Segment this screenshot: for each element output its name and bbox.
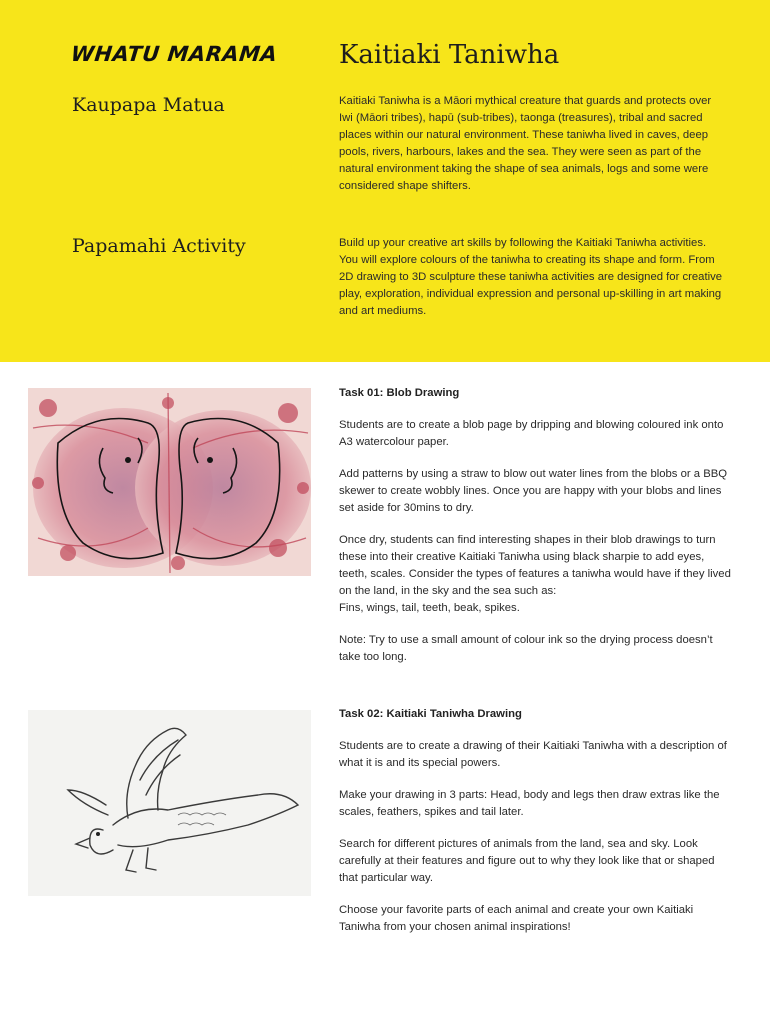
task-01-paragraph-4: Note: Try to use a small amount of colour ink so the drying process doesn’t take too long. [339, 634, 713, 663]
taniwha-pencil-drawing-image [28, 710, 311, 896]
task-01 [339, 385, 734, 681]
page-title: Kaitiaki Taniwha [339, 40, 560, 70]
papamahi-heading: Papamahi Activity [72, 235, 246, 257]
task-02-paragraph-1: Students are to create a drawing of their Kaitiaki Taniwha with a description of what it is and its special powers. [339, 740, 727, 769]
papamahi-text: Build up your creative art skills by following the Kaitiaki Taniwha activities. You will explore colours of the taniwha to creating its shape and form. From 2D drawing to 3D sculpture these taniwha activities are designed for creative play, exploration, individual expression and personal up-skilling in art making and art mediums. [339, 237, 723, 317]
task-02-paragraph-4: Choose your favorite parts of each animal and create your own Kaitiaki Taniwha from your chosen animal inspirations! [339, 904, 694, 933]
blob-drawing-image [28, 388, 311, 576]
task-01-title: Task 01: Blob Drawing [339, 387, 460, 399]
task-02-title: Task 02: Kaitiaki Taniwha Drawing [339, 708, 522, 720]
kaupapa-heading: Kaupapa Matua [72, 94, 225, 116]
blob-drawing-artwork [28, 388, 311, 576]
task-01-paragraph-1: Students are to create a blob page by dripping and blowing coloured ink onto A3 watercolour paper. [339, 419, 724, 448]
brand-logo: WHATU MARAMA [69, 42, 279, 66]
task-02-paragraph-3: Search for different pictures of animals from the land, sea and sky. Look carefully at their features and figure out to why they look like that or shaped that particular way. [339, 838, 715, 884]
task-01-paragraph-3: Once dry, students can find interesting shapes in their blob drawings to turn these into their creative Kaitiaki Taniwha using black sharpie to add eyes, teeth, scales. Consider the types of features a taniwha would have if they lived on the land, in the sky and the sea such as: Fins, wings, tail, teeth, beak, spikes. [339, 534, 731, 614]
task-02-paragraph-2: Make your drawing in 3 parts: Head, body and legs then draw extras like the scales, feathers, spikes and tail later. [339, 789, 720, 818]
task-01-paragraph-2: Add patterns by using a straw to blow out water lines from the blobs or a BBQ skewer to create wobbly lines. Once you are happy with your blobs and lines set aside for 30mins to dry. [339, 468, 728, 514]
taniwha-pencil-artwork [28, 710, 311, 896]
task-02 [339, 706, 734, 951]
kaupapa-text: Kaitiaki Taniwha is a Māori mythical creature that guards and protects over Iwi (Māori tribes), hapū (sub-tribes), taonga (treasures), tribal and sacred places within our natural environment. These taniwha lived in caves, deep pools, rivers, harbours, lakes and the sea. They were seen as part of the natural environment taking the shape of sea animals, logs and some were considered shape shifters. [339, 95, 712, 192]
